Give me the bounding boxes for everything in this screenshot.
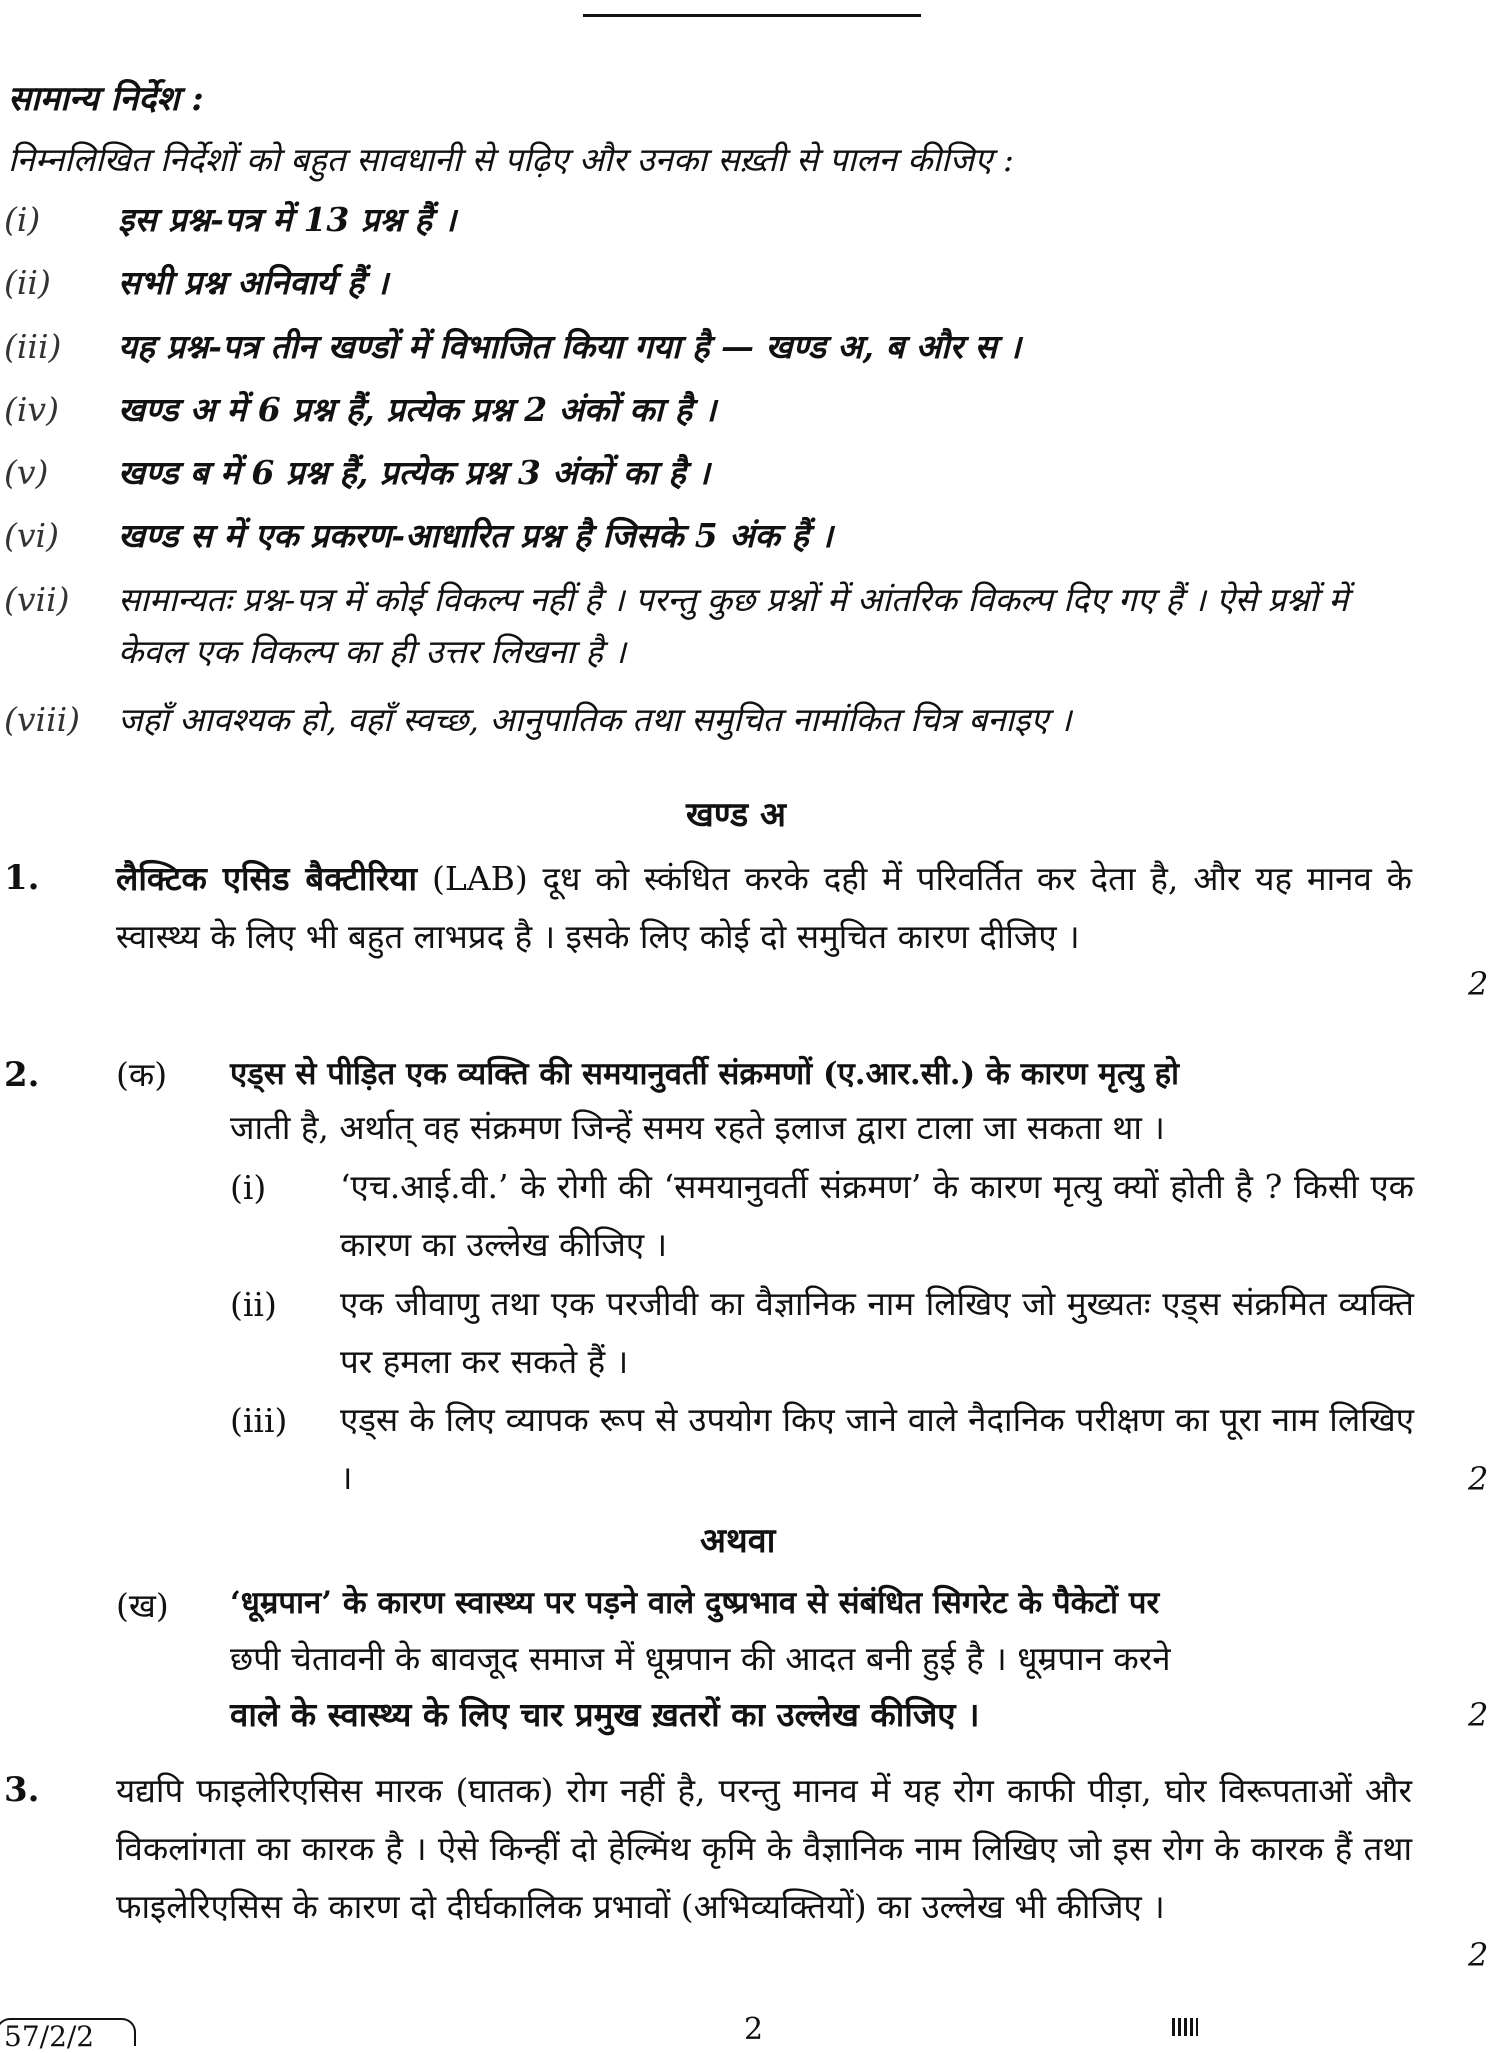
- general-instructions-title: सामान्य निर्देश :: [8, 79, 204, 119]
- sub-question-num: (ii): [230, 1285, 277, 1324]
- instruction-num: (i): [4, 200, 41, 239]
- question-bold-lead: लैक्टिक एसिड बैक्टीरिया: [116, 859, 418, 898]
- part-b-text: छपी चेतावनी के बावजूद समाज में धूम्रपान की आदत बनी हुई है । धूम्रपान करने: [230, 1639, 1171, 1678]
- instruction-text: सभी प्रश्न अनिवार्य हैं ।: [118, 263, 389, 302]
- marks: 2: [1468, 1936, 1489, 1974]
- marks: 2: [1468, 965, 1489, 1003]
- instruction-num: (viii): [4, 700, 81, 739]
- instruction-text: खण्ड स में एक प्रकरण-आधारित प्रश्न है जिसके 5 अंक हैं ।: [118, 516, 833, 555]
- top-rule: [583, 14, 921, 17]
- part-b-lead-2: वाले के स्वास्थ्य के लिए चार प्रमुख ख़तरों का उल्लेख कीजिए ।: [230, 1695, 980, 1734]
- page-number: 2: [744, 2012, 764, 2047]
- paper-code: 57/2/2: [0, 2018, 136, 2046]
- section-heading: खण्ड अ: [686, 795, 786, 835]
- question-number: 3.: [4, 1770, 40, 1810]
- instruction-num: (ii): [4, 263, 51, 302]
- question-body: (LAB) दूध को स्कंधित करके दही में परिवर्तित कर देता है, और यह मानव के स्वास्थ्य के लिए भी बहुत लाभप्रद है । इसके लिए कोई दो समुचित कारण दीजिए ।: [116, 859, 1412, 956]
- sub-question-text: ‘एच.आई.वी.’ के रोगी की ‘समयानुवर्ती संक्रमण’ के कारण मृत्यु क्यों होती है ? किसी एक कारण का उल्लेख कीजिए ।: [340, 1167, 1414, 1264]
- instruction-num: (vii): [4, 580, 70, 619]
- marks: 2: [1468, 1696, 1489, 1734]
- question-number: 1.: [4, 858, 40, 898]
- or-separator: अथवा: [700, 1521, 776, 1561]
- part-label: (ख): [116, 1586, 169, 1625]
- marks: 2: [1468, 1460, 1489, 1498]
- question-text: [116, 850, 1412, 966]
- instruction-num: (vi): [4, 516, 59, 555]
- sub-question-text: एड्स के लिए व्यापक रूप से उपयोग किए जाने वाले नैदानिक परीक्षण का पूरा नाम लिखिए ।: [340, 1400, 1414, 1497]
- instruction-text: सामान्यतः प्रश्न-पत्र में कोई विकल्प नहीं है । परन्तु कुछ प्रश्नों में आंतरिक विकल्प दिए गए हैं । ऐसे प्रश्नों में केवल एक विकल्प का ही उत्तर लिखना है ।: [118, 580, 1349, 671]
- part-label: (क): [116, 1055, 168, 1094]
- sub-question-num: (iii): [230, 1401, 288, 1440]
- instruction-num: (iv): [4, 390, 59, 429]
- instruction-text: खण्ड अ में 6 प्रश्न हैं, प्रत्येक प्रश्न 2 अंकों का है ।: [118, 390, 717, 429]
- general-instructions-intro: निम्नलिखित निर्देशों को बहुत सावधानी से पढ़िए और उनका सख़्ती से पालन कीजिए :: [8, 140, 1014, 179]
- qr-code-icon: [1172, 2018, 1198, 2036]
- part-a-text: जाती है, अर्थात् वह संक्रमण जिन्हें समय रहते इलाज द्वारा टाला जा सकता था ।: [230, 1108, 1165, 1147]
- instruction-text: इस प्रश्न-पत्र में 13 प्रश्न हैं ।: [118, 200, 457, 239]
- sub-question-text: एक जीवाणु तथा एक परजीवी का वैज्ञानिक नाम लिखिए जो मुख्यतः एड्स संक्रमित व्यक्ति पर हमला कर सकते हैं ।: [340, 1284, 1414, 1381]
- part-a-lead: एड्स से पीड़ित एक व्यक्ति की समयानुवर्ती संक्रमणों (ए.आर.सी.) के कारण मृत्यु हो: [230, 1056, 1180, 1092]
- instruction-text: यह प्रश्न-पत्र तीन खण्डों में विभाजित किया गया है — खण्ड अ, ब और स ।: [118, 327, 1021, 366]
- part-b-lead: ‘धूम्रपान’ के कारण स्वास्थ्य पर पड़ने वाले दुष्प्रभाव से संबंधित सिगरेट के पैकेटों पर: [230, 1585, 1160, 1621]
- instruction-num: (v): [4, 453, 49, 492]
- question-number: 2.: [4, 1055, 40, 1095]
- question-text: यद्यपि फाइलेरिएसिस मारक (घातक) रोग नहीं है, परन्तु मानव में यह रोग काफी पीड़ा, घोर विरूपताओं और विकलांगता का कारक है । ऐसे किन्हीं दो हेल्मिंथ कृमि के वैज्ञानिक नाम लिखिए जो इस रोग के कारक हैं तथा फाइलेरिएसिस के कारण दो दीर्घकालिक प्रभावों (अभिव्यक्तियों) का उल्लेख भी कीजिए ।: [116, 1771, 1412, 1926]
- instruction-text: खण्ड ब में 6 प्रश्न हैं, प्रत्येक प्रश्न 3 अंकों का है ।: [118, 453, 710, 492]
- sub-question-num: (i): [230, 1168, 267, 1207]
- instruction-text: जहाँ आवश्यक हो, वहाँ स्वच्छ, आनुपातिक तथा समुचित नामांकित चित्र बनाइए ।: [118, 700, 1072, 739]
- instruction-num: (iii): [4, 327, 62, 366]
